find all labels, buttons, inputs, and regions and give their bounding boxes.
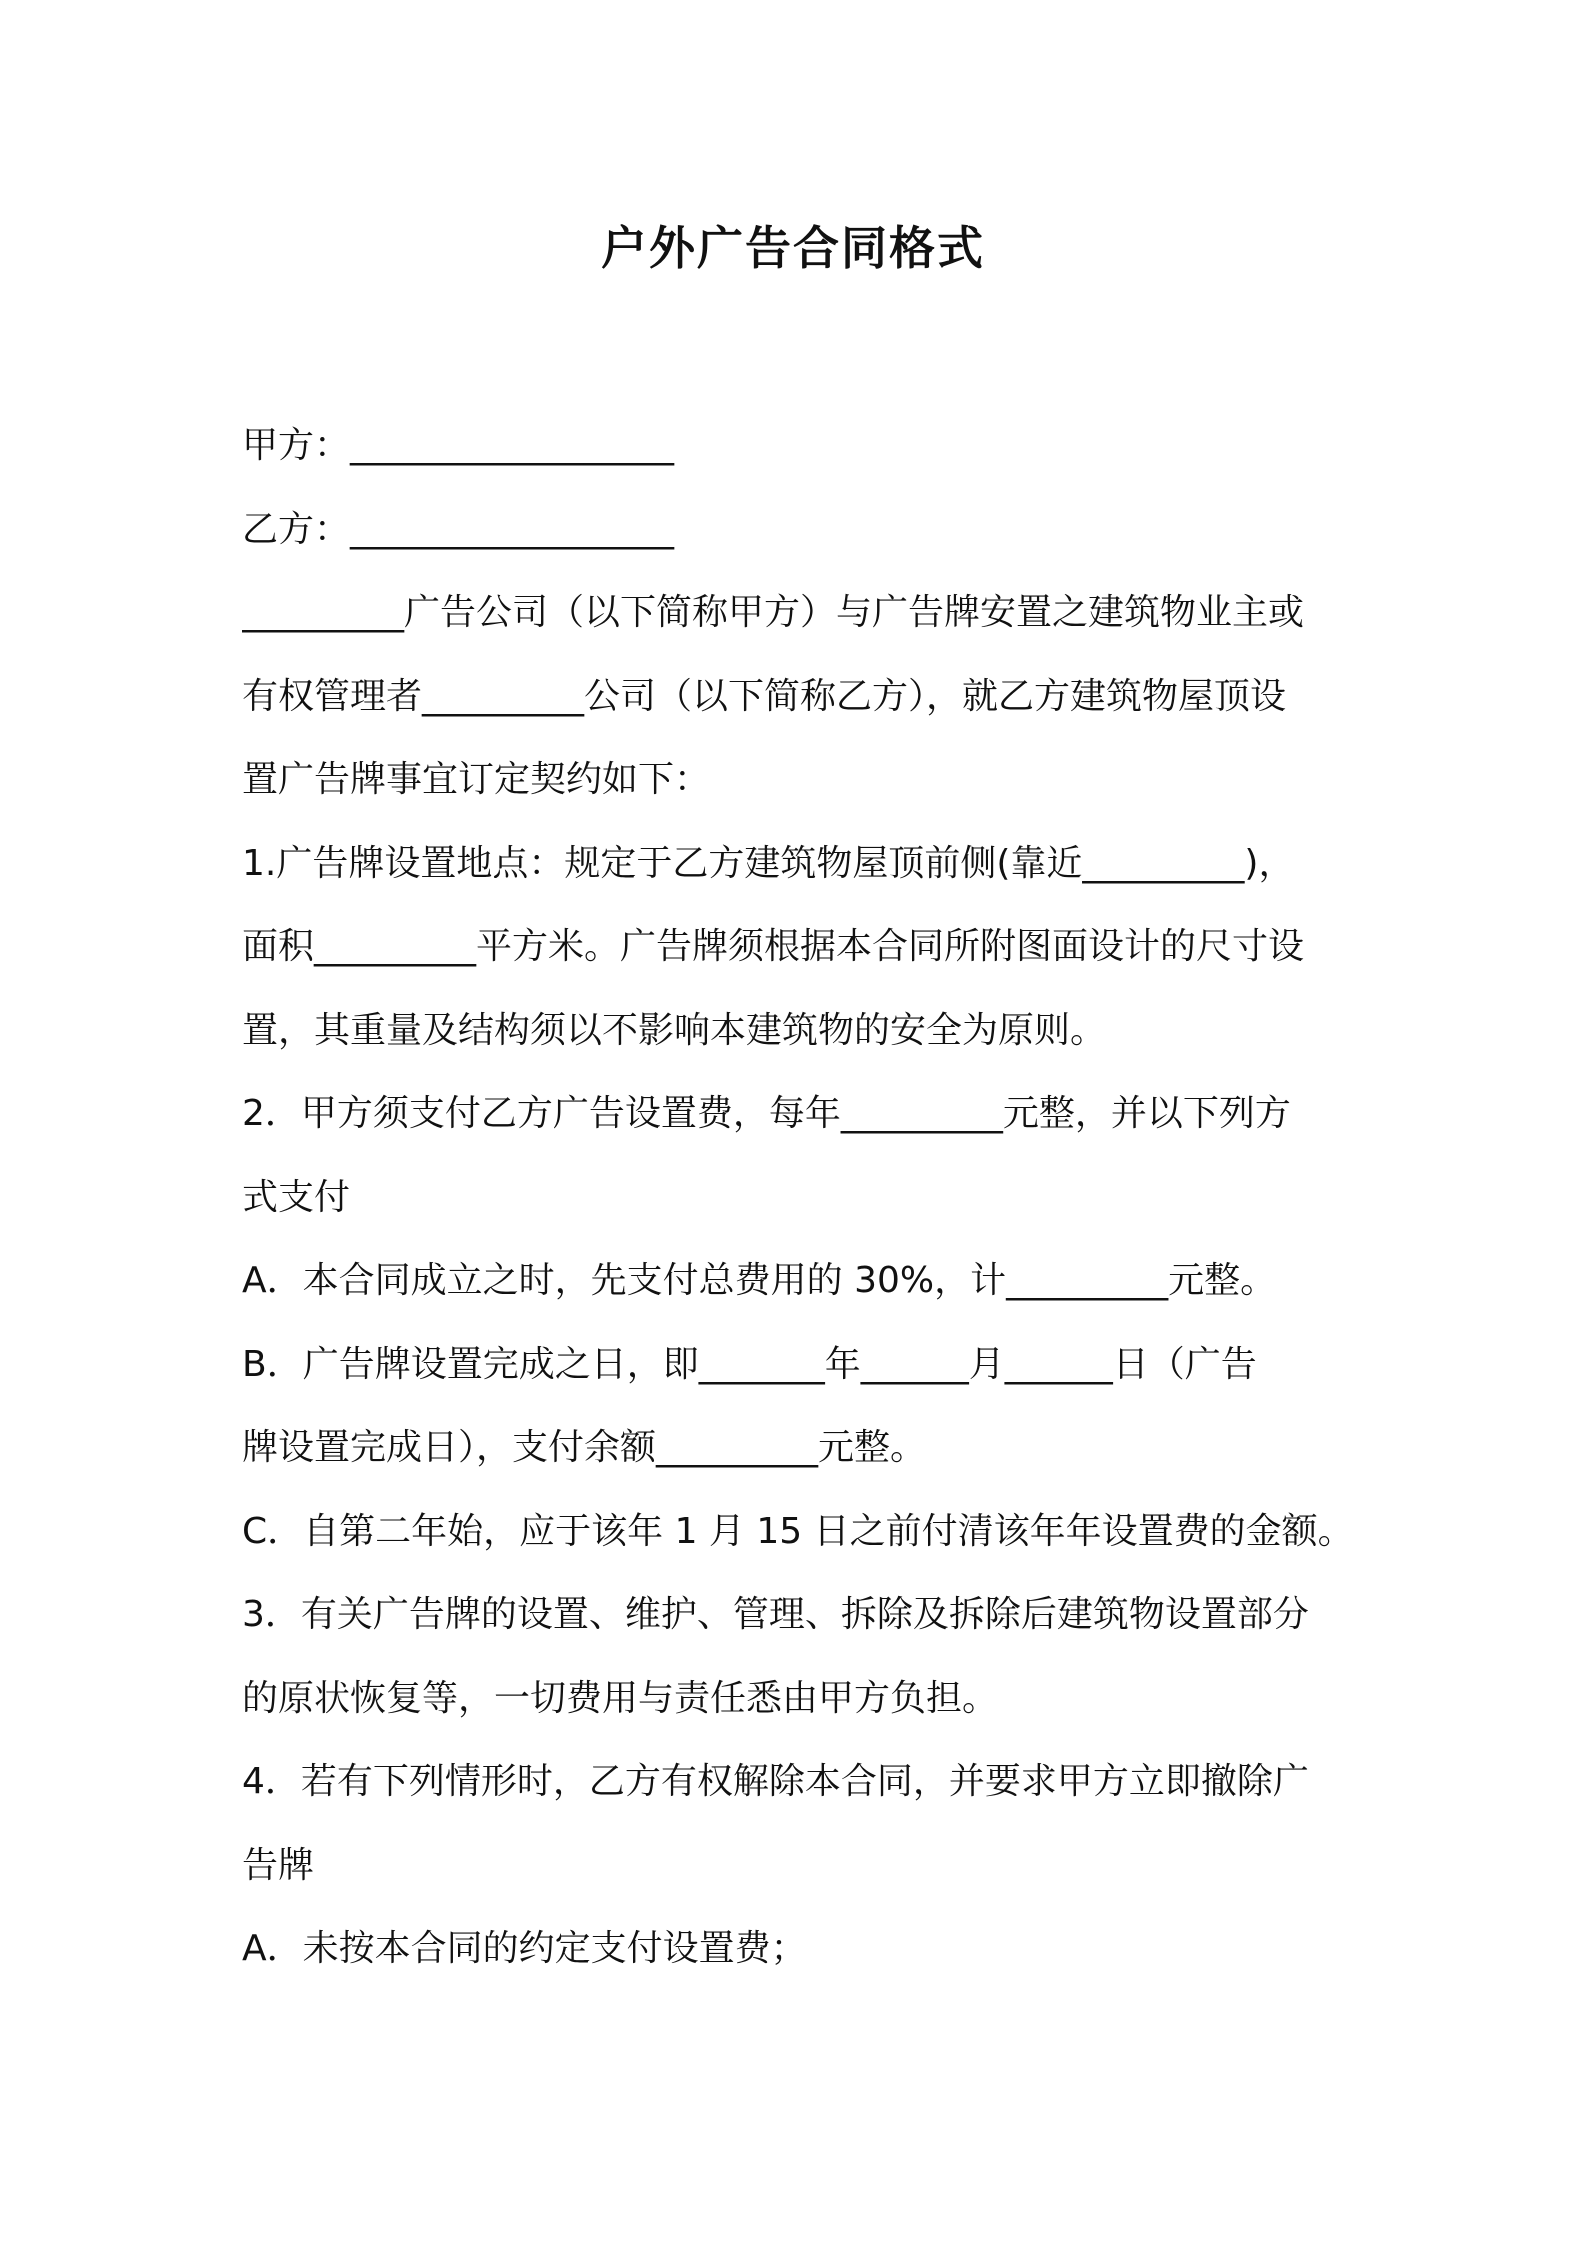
clause-1-line-1: 1.广告牌设置地点：规定于乙方建筑物屋顶前侧(靠近_________)， [242,842,1295,884]
clause-1-line-2: 面积_________平方米。广告牌须根据本合同所附图面设计的尺寸设 [242,926,1305,967]
clause-2b-line-2: 牌设置完成日），支付余额_________元整。 [242,1427,927,1468]
party-b-line: 乙方：__________________ [242,508,675,550]
preamble-line-3: 置广告牌事宜订定契约如下： [242,759,711,800]
document-body [242,404,1362,1991]
clause-2c-line: C．自第二年始，应于该年 1 月 15 日之前付清该年年设置费的金额。 [242,1510,1354,1552]
clause-3-line-2: 的原状恢复等，一切费用与责任悉由甲方负担。 [242,1677,999,1719]
clause-2-line-2: 式支付 [242,1176,351,1218]
clause-4-line-2: 告牌 [242,1844,315,1886]
preamble-line-2: 有权管理者_________公司（以下简称乙方），就乙方建筑物屋顶设 [242,675,1287,717]
clause-2-line-1: 2．甲方须支付乙方广告设置费，每年_________元整，并以下列方 [242,1093,1291,1134]
clause-4a-line: A．未按本合同的约定支付设置费； [242,1928,807,1969]
clause-4-line-1: 4．若有下列情形时，乙方有权解除本合同，并要求甲方立即撤除广 [242,1761,1309,1802]
clause-3-line-1: 3．有关广告牌的设置、维护、管理、拆除及拆除后建筑物设置部分 [242,1594,1309,1635]
clause-1-line-3: 置，其重量及结构须以不影响本建筑物的安全为原则。 [242,1009,1107,1051]
preamble-line-1: _________广告公司（以下简称甲方）与广告牌安置之建筑物业主或 [242,592,1305,633]
document-title: 户外广告合同格式 [601,221,985,275]
party-a-line: 甲方：__________________ [242,425,675,466]
clause-2b-line-1: B．广告牌设置完成之日，即_______年______月______日（广告 [242,1343,1257,1385]
clause-2a-line: A．本合同成立之时，先支付总费用的 30%，计_________元整。 [242,1260,1277,1301]
